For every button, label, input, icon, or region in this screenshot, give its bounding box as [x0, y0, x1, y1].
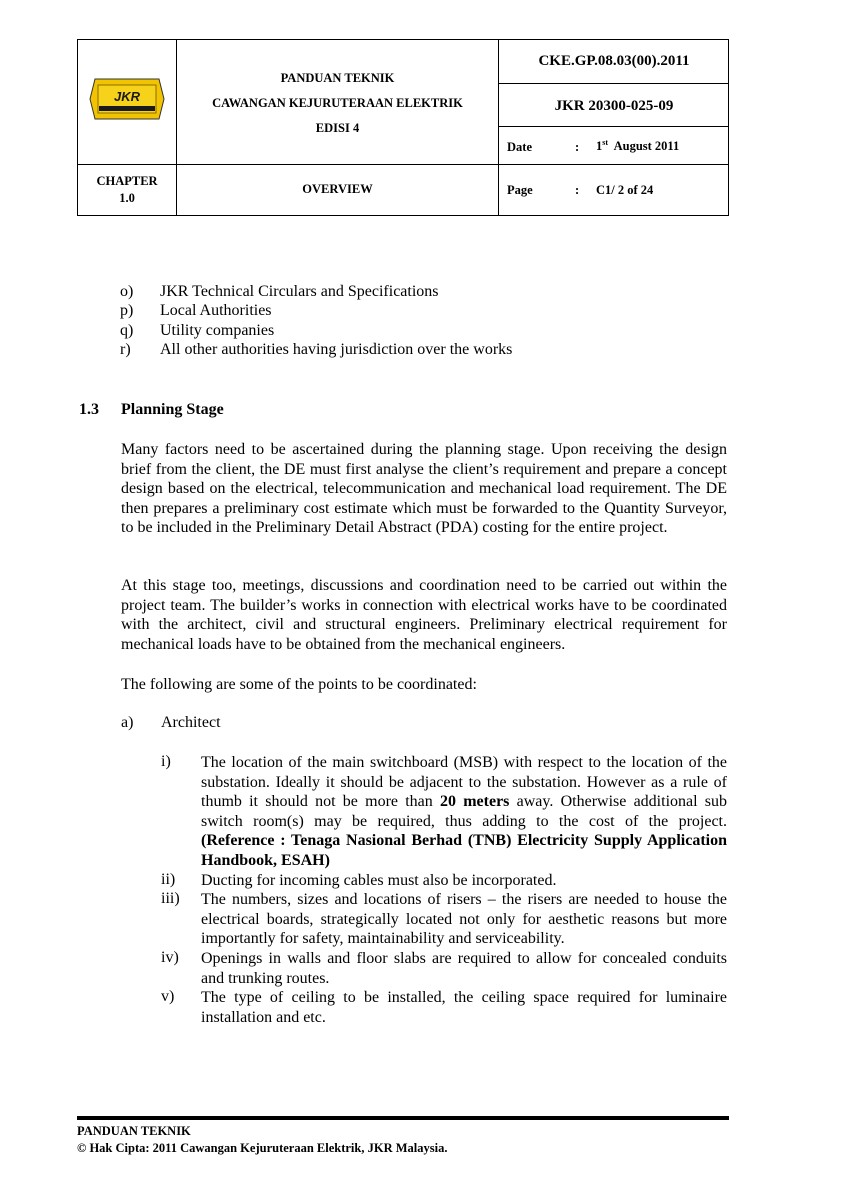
page-colon: :: [575, 183, 580, 197]
item-text: Openings in walls and floor slabs are required to allow for concealed conduits and trunking routes.: [201, 950, 727, 987]
document-header: [77, 39, 729, 216]
chapter-cell: [78, 173, 176, 207]
item-marker: iv): [161, 949, 179, 966]
list-item: Utility companies: [160, 322, 275, 339]
sublist-marker: a): [121, 714, 134, 731]
page-value: C1/ 2 of 24: [596, 183, 654, 197]
footer-copyright: © Hak Cipta: 2011 Cawangan Kejuruteraan Elektrik, JKR Malaysia.: [77, 1141, 448, 1155]
list-item: JKR Technical Circulars and Specifications: [160, 283, 439, 300]
list-item-marker: q): [120, 322, 134, 339]
section-number: 1.3: [79, 401, 99, 418]
item-text-part: away. Otherwise additional sub switch room(s) may be required, thus adding to the cost of the project.: [201, 793, 728, 830]
paragraph: Many factors need to be ascertained during the planning stage. Upon receiving the design brief from the client, the DE must first analyse the client’s requirement and prepare a concept design based on the electrical, telecommunication and mechanical load requirement. The DE then prepares a preliminary cost estimate which must be forwarded to the Quantity Surveyor, to be included in the Preliminary Detail Abstract (PDA) costing for the entire project.: [121, 441, 727, 536]
section-title: OVERVIEW: [302, 182, 373, 196]
item-marker: i): [161, 753, 171, 770]
header-title-line3: EDISI 4: [315, 121, 360, 135]
logo-text: JKR: [113, 89, 141, 104]
date-label: Date: [507, 140, 532, 154]
item-text: Ducting for incoming cables must also be incorporated.: [201, 872, 557, 889]
list-item-marker: p): [120, 302, 134, 319]
item-text: The numbers, sizes and locations of risers – the risers are needed to house the electrical boards, strategically located not only for aesthetic reasons but more importantly for safety, maintainability and serviceability.: [201, 891, 727, 947]
header-divider: [498, 83, 728, 84]
paragraph: At this stage too, meetings, discussions and coordination need to be carried out within the project team. The builder’s works in connection with electrical works have to be coordinated with the architect, civil and structural engineers. Preliminary electrical requirement for mechanical loads have to be obtained from the mechanical engineers.: [121, 577, 727, 653]
item-marker: v): [161, 988, 175, 1005]
item-text-reference: (Reference : Tenaga Nasional Berhad (TNB) Electricity Supply Application Handbook, ESAH): [201, 832, 727, 869]
document-code: CKE.GP.08.03(00).2011: [538, 53, 690, 69]
date-day: 1: [596, 139, 603, 154]
item-text: The type of ceiling to be installed, the ceiling space required for luminaire installation and etc.: [201, 989, 727, 1026]
chapter-number: 1.0: [119, 191, 135, 205]
page-label: Page: [507, 183, 533, 197]
list-item-marker: o): [120, 283, 134, 300]
list-item-marker: r): [120, 341, 131, 358]
header-divider: [78, 164, 728, 165]
sublist-item: Architect: [161, 714, 221, 731]
list-item: Local Authorities: [160, 302, 272, 319]
date-value: [596, 138, 679, 154]
date-rest: August 2011: [613, 139, 680, 154]
item-text-part: The location of the main switchboard (MSB) with respect to the location of the substation. Ideally it should be adjacent to the substation. However as a rule of thumb it should not be more than: [201, 754, 727, 810]
item-text: [201, 753, 727, 870]
item-text-bold: 20 meters: [440, 793, 510, 810]
paragraph: The following are some of the points to be coordinated:: [121, 676, 477, 693]
header-title-line2: CAWANGAN KEJURUTERAAN ELEKTRIK: [212, 96, 463, 110]
item-marker: ii): [161, 871, 176, 888]
footer-rule: [77, 1116, 729, 1120]
jkr-logo-icon: [89, 76, 165, 122]
list-item: All other authorities having jurisdiction over the works: [160, 341, 513, 358]
date-colon: :: [575, 140, 580, 154]
chapter-label: CHAPTER: [96, 174, 158, 188]
section-heading: Planning Stage: [121, 401, 224, 418]
header-divider: [498, 126, 728, 127]
date-sup: st: [602, 138, 609, 147]
footer-title: PANDUAN TEKNIK: [77, 1124, 191, 1138]
header-title-line1: PANDUAN TEKNIK: [280, 71, 395, 85]
item-marker: iii): [161, 890, 180, 907]
jkr-code: JKR 20300-025-09: [554, 98, 674, 114]
